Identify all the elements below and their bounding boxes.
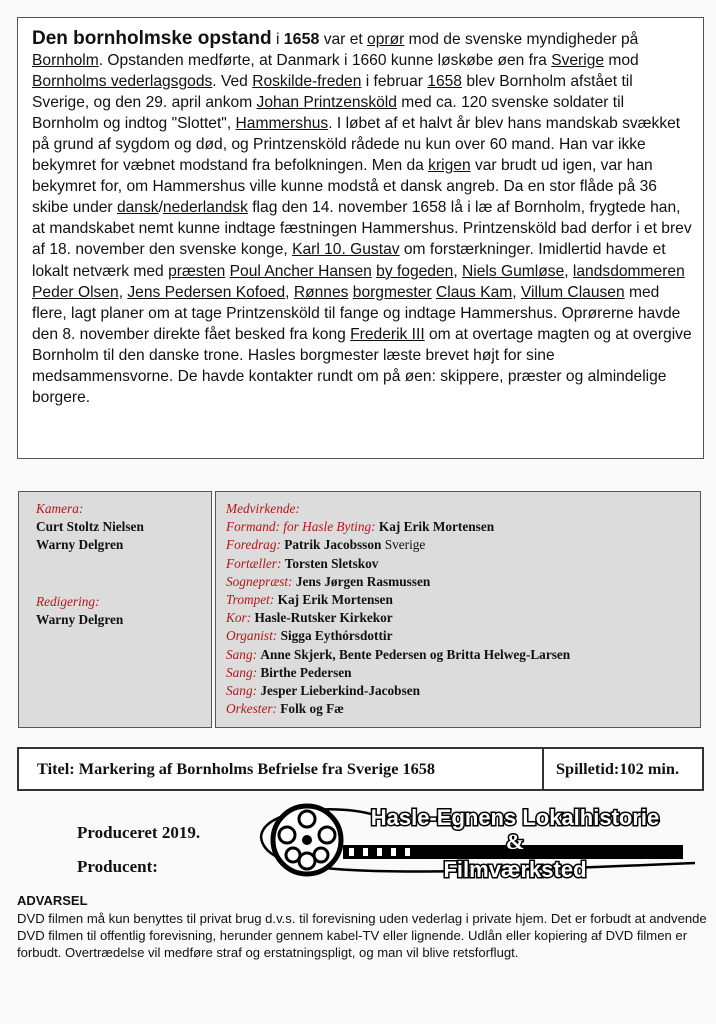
title-divider [542,749,544,789]
title-bar [17,747,704,791]
cast-role: Organist: [226,628,278,644]
link-byfogeden[interactable]: by fogeden [376,262,454,280]
cast-row [226,536,570,554]
intro-text-segment: , [564,262,573,280]
link-peder-olsen[interactable]: Peder Olsen [32,283,119,301]
editing-label: Redigering: [36,593,100,609]
link-hammershus[interactable]: Hammershus [235,115,329,133]
intro-box [17,17,704,459]
camera-credits-box [18,491,212,728]
cast-row [226,700,570,718]
cast-role: Sang: [226,646,258,662]
intro-text-segment: , [118,283,128,301]
intro-text-segment: var et [319,31,368,48]
cast-row [226,627,570,645]
warning-text: DVD filmen må kun benyttes til privat brug d.v.s. til forevisning uden vederlag i private hjem. Det er forbudt at andvende DVD filmen til offentlig forevisning, herunder gennem kabel-TV eller lignende. Udlån eller kopiering af DVD filmen er forbudt. Overtrædelse vil medføre straf og erstatningspligt, og man vil blive retsforflugt. [17,911,707,960]
camera-credits [36,500,144,629]
cast-row [226,646,570,664]
cast-name: Patrik Jacobsson [284,537,382,553]
cast-extra: Sverige [381,537,426,553]
logo-ampersand: & [505,829,525,854]
intro-text-segment: om at overtage magten og at overgive Bornholm til den danske trone. Hasles borgmester læste brevet højt for sine medsammensvorne. De havde kontakter rundt om på øen: skippere, præster og almindelige borgere. [32,325,692,406]
cast-name: Birthe Pedersen [260,664,352,680]
cast-name: Hasle-Rutsker Kirkekor [254,610,393,626]
cast-row [226,555,570,573]
intro-year: 1658 [283,31,320,48]
logo-line2: Filmværksted [443,857,587,882]
intro-text-segment: / [158,199,163,217]
link-nederlandsk[interactable]: nederlandsk [162,199,248,217]
cast-role: Foredrag: [226,537,281,553]
intro-text-segment: blev Bornholm afstået til Sverige, og den 29. april ankom [32,73,633,112]
link-bornholm[interactable]: Bornholm [32,52,99,70]
camera-name: Warny Delgren [36,537,124,553]
cast-name: Anne Skjerk, Bente Pedersen og Britta Helweg-Larsen [260,646,571,662]
cast-name: Jesper Lieberkind-Jacobsen [260,683,421,699]
link-karl-gustav[interactable]: Karl 10. Gustav [292,241,400,259]
camera-label: Kamera: [36,501,84,516]
cast-name: Jens Jørgen Rasmussen [295,573,431,589]
cast-credits-box [215,491,701,728]
camera-name: Curt Stoltz Nielsen [36,519,144,535]
warning-heading: ADVARSEL [17,893,88,908]
intro-text-segment: flag den 14. november 1658 lå i læ af Bornholm, frygtede han, at mandskabet nemt kunne indtage fæstningen Hammershus. Printzensköld bad derfor i et brev af 18. november den svenske konge, [32,199,692,259]
link-krigen[interactable]: krigen [428,157,471,175]
cast-row [226,518,570,536]
cast-role: Sang: [226,683,258,699]
intro-text-segment: , [285,283,294,301]
intro-text-segment: mod [604,52,639,70]
link-villum-clausen[interactable]: Villum Clausen [520,283,625,301]
cast-name: Kaj Erik Mortensen [378,519,495,535]
intro-text-segment: i [271,31,284,48]
intro-text-segment: i februar [361,73,428,91]
intro-text-segment: med ca. 120 svenske soldater til Bornholm og indtog "Slottet", [32,94,625,133]
cast-role: Trompet: [226,592,275,608]
link-landsdommeren[interactable]: landsdommeren [572,262,685,280]
intro-text-segment: . Ved [212,73,253,91]
link-vederlagsgods[interactable]: Bornholms vederlagsgods [32,73,213,91]
link-niels-gumlose[interactable]: Niels Gumløse [462,262,565,280]
cast-role: Formand: for Hasle Byting: [226,519,376,535]
editing-name: Warny Delgren [36,611,124,627]
cast-name: Sigga Eythórsdottir [280,628,393,644]
produced-year: Produceret 2019. [77,823,201,842]
cast-row [226,591,570,609]
cast-list [226,500,570,718]
link-praesten[interactable]: præsten [168,262,226,280]
producer-label: Producent: [77,857,158,876]
link-borgmester[interactable]: borgmester [352,283,432,301]
cast-role: Sang: [226,664,258,680]
link-oproer[interactable]: oprør [367,31,405,48]
intro-title: Den bornholmske opstand [32,28,272,49]
link-poul-ancher-hansen[interactable]: Poul Ancher Hansen [229,262,372,280]
film-title: Titel: Markering af Bornholms Befrielse fra Sverige 1658 [37,759,436,778]
intro-text-segment: , [453,262,462,280]
intro-text-segment: med flere, lagt planer om at tage Printzensköld til fange og indtage Hammershus. Oprørerne havde den 8. november direkte fået besked fra kong [32,283,681,343]
link-sverige[interactable]: Sverige [551,52,605,70]
link-roskilde-freden[interactable]: Roskilde-freden [252,73,362,91]
cast-role: Kor: [226,610,252,626]
cast-role: Fortæller: [226,555,282,571]
logo [255,797,695,887]
cast-row [226,682,570,700]
intro-text-segment: var brudt ud igen, var han bekymret for, om Hammershus ville kunne modstå et dansk angreb. Da en stor flåde på 36 skibe under [32,157,657,217]
cast-row [226,609,570,627]
cast-row [226,664,570,682]
cast-row [226,573,570,591]
cast-name: Folk og Fæ [280,701,344,717]
intro-text-segment: . Opstanden medførte, at Danmark i 1660 kunne løskøbe øen fra [98,52,552,70]
logo-line1: Hasle-Egnens Lokalhistorie [370,805,660,830]
link-ronnes[interactable]: Rønnes [293,283,349,301]
intro-text-segment: . I løbet af et halvt år blev hans mandskab svækket på grund af sygdom og død, og Printzensköld rådede nu kun over 60 mand. Han var ikke bekymret for væbnet modstand fra befolkningen. Men da [32,115,681,175]
link-frederik-iii[interactable]: Frederik III [350,325,425,343]
cast-name: Kaj Erik Mortensen [277,592,393,608]
link-1658[interactable]: 1658 [427,73,462,91]
link-dansk[interactable]: dansk [116,199,159,217]
link-printzenskold[interactable]: Johan Printzensköld [256,94,397,112]
runtime: Spilletid:102 min. [556,759,680,778]
intro-text [32,28,694,408]
intro-text-segment: , [512,283,521,301]
intro-text-segment: mod de svenske myndigheder på [404,31,639,48]
link-claus-kam[interactable]: Claus Kam [435,283,513,301]
intro-text-segment: om forstærkninger. Imidlertid havde et lokalt netværk med [32,241,666,280]
link-jens-pedersen-kofoed[interactable]: Jens Pedersen Kofoed [127,283,286,301]
cast-role: Sognepræst: [226,573,293,589]
cast-role: Orkester: [226,701,277,717]
cast-name: Torsten Sletskov [284,555,379,571]
cast-heading: Medvirkende: [226,501,300,516]
